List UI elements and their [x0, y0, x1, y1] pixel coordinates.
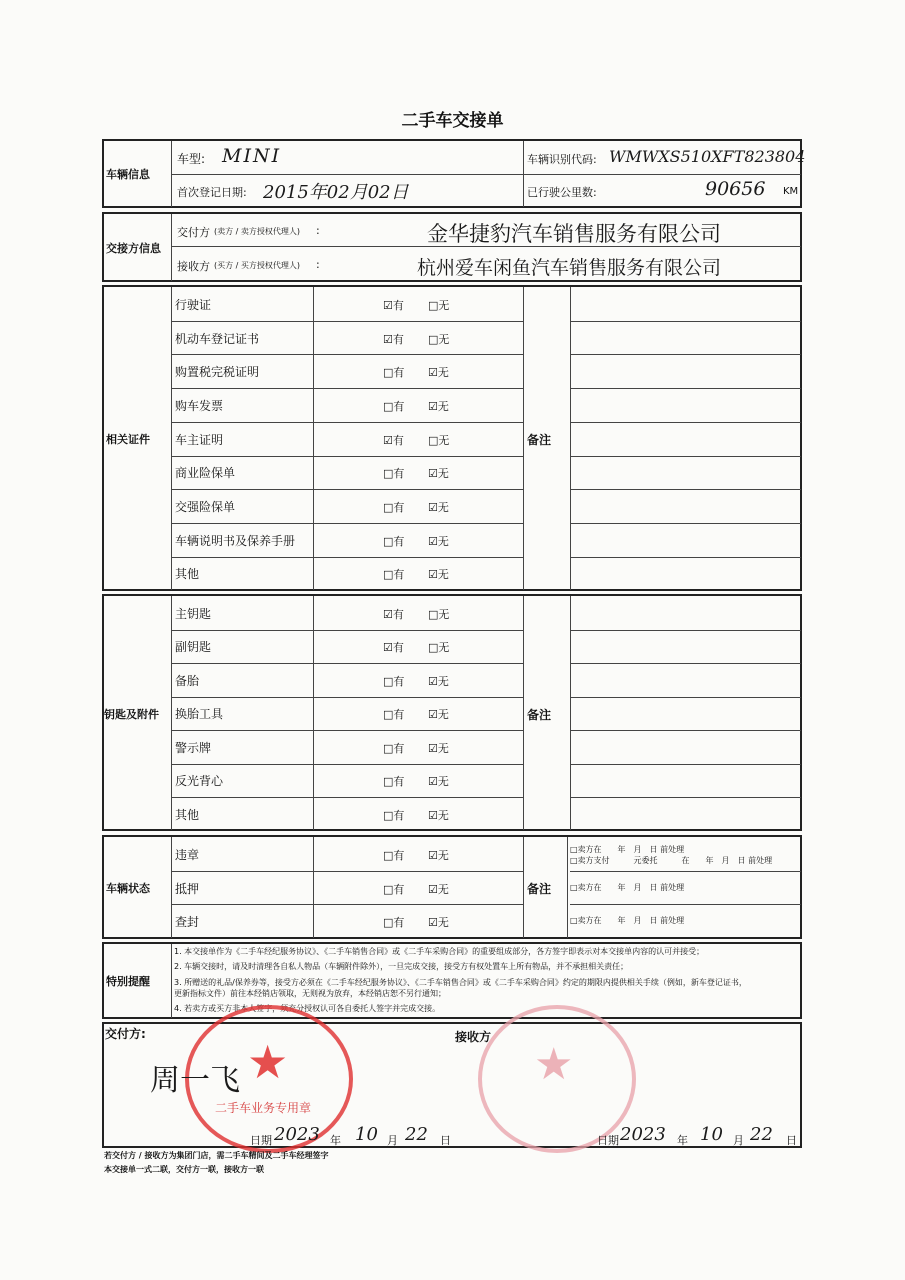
mileage-unit: KM	[783, 186, 799, 197]
keys-no-checkbox[interactable]	[428, 706, 449, 722]
no-label: 无	[437, 501, 449, 515]
checkbox-icon: □	[428, 332, 439, 346]
documents-yes-checkbox[interactable]	[383, 533, 404, 549]
no-label: 无	[437, 568, 449, 582]
stamp-text: 二手车业务专用章	[215, 1101, 312, 1115]
parties-label: 交接方信息	[106, 242, 161, 255]
no-label: 无	[437, 916, 449, 930]
documents-item-label: 行驶证	[175, 297, 212, 312]
status-section	[102, 835, 802, 939]
receiver-stamp-star-icon: ★	[534, 1039, 574, 1090]
documents-item-label: 其他	[175, 567, 200, 582]
receive-day: 22	[750, 1124, 773, 1145]
deliver-label: 交付方	[177, 226, 210, 239]
status-item-label: 抵押	[175, 881, 200, 896]
reg-date-value: 2015年02月02日	[263, 182, 409, 203]
checkbox-icon: ☑	[428, 808, 438, 822]
checkbox-icon: ☑	[428, 399, 438, 413]
receive-year-unit: 年	[677, 1134, 688, 1147]
status-remark-label: 备注	[527, 882, 552, 896]
checkbox-icon: □	[383, 399, 394, 413]
no-label: 无	[437, 674, 449, 688]
model-label: 车型:	[177, 152, 206, 166]
documents-item-label: 车主证明	[175, 432, 224, 447]
special-label: 特别提醒	[106, 975, 150, 988]
checkbox-icon: ☑	[383, 332, 393, 346]
checkbox-icon: □	[383, 741, 394, 755]
documents-yes-checkbox[interactable]	[383, 398, 404, 414]
deliver-year: 2023	[274, 1124, 320, 1145]
yes-label: 有	[392, 298, 404, 312]
documents-no-checkbox[interactable]	[428, 465, 449, 481]
documents-no-checkbox[interactable]	[428, 432, 449, 448]
special-line-4: 更新指标文件）前往本经销店领取，无则视为放弃，本经销店恕不另行通知；	[174, 989, 446, 998]
checkbox-icon: ☑	[428, 708, 438, 722]
receive-month: 10	[700, 1124, 723, 1145]
checkbox-icon: □	[383, 366, 394, 380]
documents-item-label: 购置税完税证明	[175, 365, 260, 380]
documents-no-checkbox[interactable]	[428, 297, 449, 313]
keys-remark-label: 备注	[527, 708, 552, 722]
checkbox-icon: □	[383, 916, 394, 930]
keys-yes-checkbox[interactable]	[383, 773, 404, 789]
handwritten-signature: 周一飞	[150, 1063, 240, 1098]
reg-date-label: 首次登记日期:	[177, 186, 247, 199]
status-note-3: □卖方在 年 月 日 前处理	[570, 883, 685, 892]
keys-item-label: 反光背心	[175, 774, 224, 789]
no-label: 无	[437, 882, 449, 896]
documents-no-checkbox[interactable]	[428, 364, 449, 380]
documents-no-checkbox[interactable]	[428, 398, 449, 414]
keys-item-label: 警示牌	[175, 740, 212, 755]
checkbox-icon: □	[383, 534, 394, 548]
status-label: 车辆状态	[106, 882, 150, 895]
vin-value: WMWXS510XFT823804	[609, 147, 806, 166]
checkbox-icon: ☑	[428, 534, 438, 548]
keys-no-checkbox[interactable]	[428, 773, 449, 789]
no-label: 无	[438, 641, 450, 655]
yes-label: 有	[392, 433, 404, 447]
deliver-month-unit: 月	[387, 1134, 398, 1147]
checkbox-icon: □	[383, 882, 394, 896]
keys-item-label: 其他	[175, 807, 200, 822]
documents-yes-checkbox[interactable]	[383, 331, 404, 347]
keys-item-label: 副钥匙	[175, 640, 212, 655]
documents-no-checkbox[interactable]	[428, 566, 449, 582]
keys-yes-checkbox[interactable]	[383, 706, 404, 722]
mileage-value: 90656	[705, 178, 766, 200]
yes-label: 有	[393, 916, 405, 930]
footer-line-2: 本交接单一式二联，交付方一联，接收方一联	[104, 1165, 264, 1174]
no-label: 无	[438, 607, 450, 621]
yes-label: 有	[393, 848, 405, 862]
deliver-note: (卖方 / 卖方授权代理人)	[214, 227, 301, 236]
yes-label: 有	[393, 501, 405, 515]
checkbox-icon: ☑	[428, 741, 438, 755]
status-no-checkbox[interactable]	[428, 881, 449, 897]
yes-label: 有	[393, 674, 405, 688]
checkbox-icon: ☑	[428, 674, 438, 688]
checkbox-icon: □	[383, 775, 394, 789]
no-label: 无	[437, 708, 449, 722]
checkbox-icon: □	[428, 607, 439, 621]
no-label: 无	[437, 848, 449, 862]
keys-no-checkbox[interactable]	[428, 639, 449, 655]
yes-label: 有	[393, 775, 405, 789]
deliver-colon: :	[316, 224, 320, 237]
documents-item-label: 机动车登记证书	[175, 331, 260, 346]
documents-yes-checkbox[interactable]	[383, 566, 404, 582]
yes-label: 有	[393, 399, 405, 413]
status-item-label: 查封	[175, 915, 200, 930]
documents-no-checkbox[interactable]	[428, 533, 449, 549]
documents-item-label: 车辆说明书及保养手册	[175, 533, 296, 548]
status-yes-checkbox[interactable]	[383, 881, 404, 897]
documents-label: 相关证件	[106, 433, 150, 446]
footer-line-1: 若交付方 / 接收方为集团门店，需二手车精间及二手车经理签字	[104, 1151, 329, 1160]
documents-item-label: 购车发票	[175, 398, 224, 413]
yes-label: 有	[392, 607, 404, 621]
page-title: 二手车交接单	[401, 111, 504, 131]
status-yes-checkbox[interactable]	[383, 914, 404, 930]
documents-item-label: 交强险保单	[175, 500, 236, 515]
status-note-2: □卖方支付 元委托 在 年 月 日 前处理	[570, 856, 773, 865]
documents-yes-checkbox[interactable]	[383, 364, 404, 380]
status-no-checkbox[interactable]	[428, 847, 449, 863]
special-line-2: 2. 车辆交接时，请及时清理各自私人物品（车辆附件除外），一旦完成交接，接受方有权处置车上所有物品，并不承担相关责任；	[174, 962, 629, 971]
no-label: 无	[437, 467, 449, 481]
checkbox-icon: □	[383, 848, 394, 862]
receive-year: 2023	[620, 1124, 666, 1145]
yes-label: 有	[393, 808, 405, 822]
yes-label: 有	[393, 741, 405, 755]
checkbox-icon: □	[428, 641, 439, 655]
keys-item-label: 主钥匙	[175, 606, 212, 621]
keys-no-checkbox[interactable]	[428, 673, 449, 689]
checkbox-icon: ☑	[383, 607, 393, 621]
checkbox-icon: □	[383, 808, 394, 822]
checkbox-icon: ☑	[383, 641, 393, 655]
checkbox-icon: ☑	[383, 433, 393, 447]
yes-label: 有	[392, 332, 404, 346]
keys-no-checkbox[interactable]	[428, 606, 449, 622]
yes-label: 有	[393, 467, 405, 481]
special-line-3: 3. 所赠送的礼品/保养券等，接受方必须在《二手车经纪服务协议》、《二手车销售合同》或《二手车采购合同》约定的期限内提供相关手续（例如，新车登记证书，	[174, 978, 747, 987]
keys-label: 钥匙及附件	[104, 708, 159, 721]
keys-no-checkbox[interactable]	[428, 807, 449, 823]
receive-note: (买方 / 买方授权代理人)	[214, 261, 301, 270]
deliver-day: 22	[405, 1124, 428, 1145]
keys-item-label: 换胎工具	[175, 707, 224, 722]
keys-yes-checkbox[interactable]	[383, 673, 404, 689]
keys-yes-checkbox[interactable]	[383, 807, 404, 823]
no-label: 无	[437, 534, 449, 548]
status-note-1: □卖方在 年 月 日 前处理	[570, 845, 685, 854]
no-label: 无	[438, 332, 450, 346]
checkbox-icon: ☑	[428, 848, 438, 862]
receive-day-unit: 日	[786, 1134, 797, 1147]
receive-month-unit: 月	[733, 1134, 744, 1147]
receive-colon: :	[316, 258, 320, 271]
documents-yes-checkbox[interactable]	[383, 297, 404, 313]
special-line-5: 4. 若卖方或买方非本人签字，须充分授权认可各自委托人签字并完成交接。	[174, 1004, 441, 1013]
documents-yes-checkbox[interactable]	[383, 432, 404, 448]
vin-label: 车辆识别代码:	[527, 153, 597, 166]
deliver-year-unit: 年	[330, 1134, 341, 1147]
checkbox-icon: □	[383, 674, 394, 688]
checkbox-icon: □	[383, 568, 394, 582]
checkbox-icon: ☑	[428, 366, 438, 380]
receive-label: 接收方	[177, 260, 210, 273]
keys-no-checkbox[interactable]	[428, 740, 449, 756]
deliver-sign-label: 交付方:	[105, 1027, 146, 1041]
checkbox-icon: □	[428, 433, 439, 447]
yes-label: 有	[393, 882, 405, 896]
mileage-label: 已行驶公里数:	[527, 186, 597, 199]
checkbox-icon: ☑	[383, 298, 393, 312]
model-value: MINI	[222, 145, 282, 167]
checkbox-icon: ☑	[428, 568, 438, 582]
keys-item-label: 备胎	[175, 673, 200, 688]
documents-item-label: 商业险保单	[175, 466, 236, 481]
no-label: 无	[437, 775, 449, 789]
status-note-4: □卖方在 年 月 日 前处理	[570, 916, 685, 925]
checkbox-icon: ☑	[428, 775, 438, 789]
documents-yes-checkbox[interactable]	[383, 465, 404, 481]
yes-label: 有	[393, 568, 405, 582]
documents-no-checkbox[interactable]	[428, 499, 449, 515]
deliver-date-label: 日期	[250, 1134, 272, 1147]
keys-yes-checkbox[interactable]	[383, 639, 404, 655]
deliver-value: 金华捷豹汽车销售服务有限公司	[427, 222, 721, 246]
no-label: 无	[437, 366, 449, 380]
no-label: 无	[437, 741, 449, 755]
vehicle-info-label: 车辆信息	[106, 168, 150, 181]
special-line-1: 1. 本交接单作为《二手车经纪服务协议》、《二手车销售合同》或《二手车采购合同》的重要组成部分，各方签字即表示对本交接单内容的认可并接受；	[174, 947, 705, 956]
yes-label: 有	[393, 366, 405, 380]
checkbox-icon: ☑	[428, 882, 438, 896]
checkbox-icon: ☑	[428, 501, 438, 515]
receive-date-label: 日期	[597, 1134, 619, 1147]
no-label: 无	[437, 399, 449, 413]
checkbox-icon: ☑	[428, 467, 438, 481]
checkbox-icon: ☑	[428, 916, 438, 930]
checkbox-icon: □	[383, 708, 394, 722]
no-label: 无	[438, 298, 450, 312]
yes-label: 有	[393, 708, 405, 722]
status-item-label: 违章	[175, 847, 200, 862]
no-label: 无	[437, 808, 449, 822]
checkbox-icon: □	[428, 298, 439, 312]
receive-value: 杭州爱车闲鱼汽车销售服务有限公司	[417, 257, 722, 279]
yes-label: 有	[392, 641, 404, 655]
receive-sign-label: 接收方	[455, 1030, 492, 1044]
keys-yes-checkbox[interactable]	[383, 740, 404, 756]
status-no-checkbox[interactable]	[428, 914, 449, 930]
status-yes-checkbox[interactable]	[383, 847, 404, 863]
checkbox-icon: □	[383, 467, 394, 481]
stamp-star-icon: ★	[247, 1035, 289, 1089]
no-label: 无	[438, 433, 450, 447]
documents-yes-checkbox[interactable]	[383, 499, 404, 515]
receiver-stamp	[478, 1005, 636, 1153]
yes-label: 有	[393, 534, 405, 548]
keys-yes-checkbox[interactable]	[383, 606, 404, 622]
deliver-day-unit: 日	[440, 1134, 451, 1147]
checkbox-icon: □	[383, 501, 394, 515]
deliver-month: 10	[355, 1124, 378, 1145]
documents-remark-label: 备注	[527, 433, 552, 447]
documents-no-checkbox[interactable]	[428, 331, 449, 347]
